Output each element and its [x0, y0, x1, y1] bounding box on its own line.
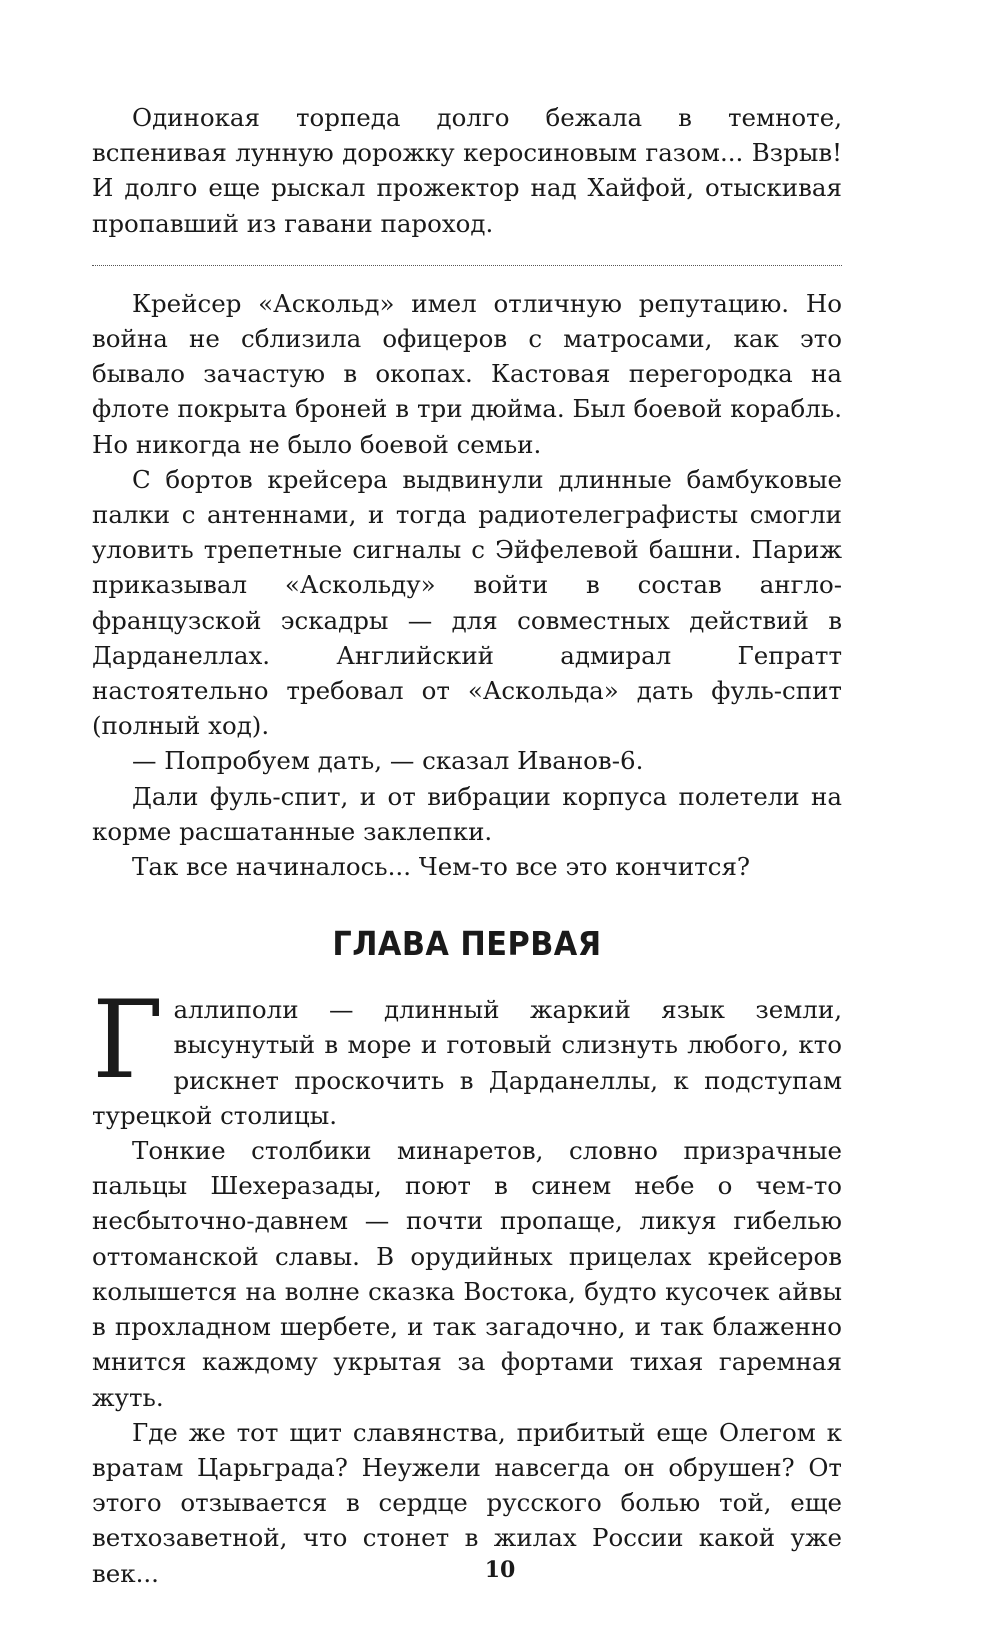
- dotted-separator: [92, 265, 842, 266]
- drop-cap: Г: [92, 978, 164, 1104]
- chapter-title: ГЛАВА ПЕРВАЯ: [332, 924, 602, 964]
- paragraph: Одинокая торпеда долго бежала в темноте, вспенивая лунную дорожку керосиновым газом... Взрыв! И долго еще рыскал прожектор над Хайфой, отыскивая пропавший из гавани пароход.: [92, 103, 842, 238]
- paragraph: Крейсер «Аскольд» имел отличную репутацию. Но война не сблизила офицеров с матросами, как это бывало зачастую в окопах. Кастовая перегородка на флоте покрыта броней в три дюйма. Был боевой корабль. Но никогда не было боевой семьи.: [92, 288, 842, 459]
- paragraph-text: аллиполи — длинный жаркий язык земли, высунутый в море и готовый слизнуть любого, кто рискнет проскочить в Дарданеллы, к подступам турецкой столицы.: [92, 995, 842, 1130]
- paragraph: Тонкие столбики минаретов, словно призрачные пальцы Шехеразады, поют в синем небе о чем-то несбыточно-давнем — почти пропаще, ликуя гибелью оттоманской славы. В орудийных прицелах крейсеров колышется на волне сказка Востока, будто кусочек айвы в прохладном шербете, и так загадочно, и так блаженно мнится каждому укрытая за фортами тихая гаремная жуть.: [92, 1136, 842, 1412]
- paragraph: С бортов крейсера выдвинули длинные бамбуковые палки с антеннами, и тогда радиотелеграфисты смогли уловить трепетные сигналы с Эйфелевой башни. Париж приказывал «Аскольду» войти в состав англо-французской эскадры — для совместных действий в Дарданеллах. Английский адмирал Гепратт настоятельно требовал от «Аскольда» дать фуль-спит (полный ход).: [92, 464, 842, 741]
- paragraph: Дали фуль-спит, и от вибрации корпуса полетели на корме расшатанные заклепки.: [92, 781, 842, 846]
- paragraph: Так все начиналось... Чем-то все это кончится?: [132, 852, 751, 882]
- paragraph: [92, 978, 842, 1133]
- paragraph: — Попробуем дать, — сказал Иванов-6.: [132, 746, 644, 776]
- page-number: 10: [484, 1557, 516, 1583]
- paragraph: Где же тот щит славянства, прибитый еще Олегом к вратам Царьграда? Неужели навсегда он обрушен? От этого отзывается в сердце русского болью той, еще ветхозаветной, что стонет в жилах России какой уже век...: [92, 1417, 842, 1588]
- page-body: [92, 100, 842, 1591]
